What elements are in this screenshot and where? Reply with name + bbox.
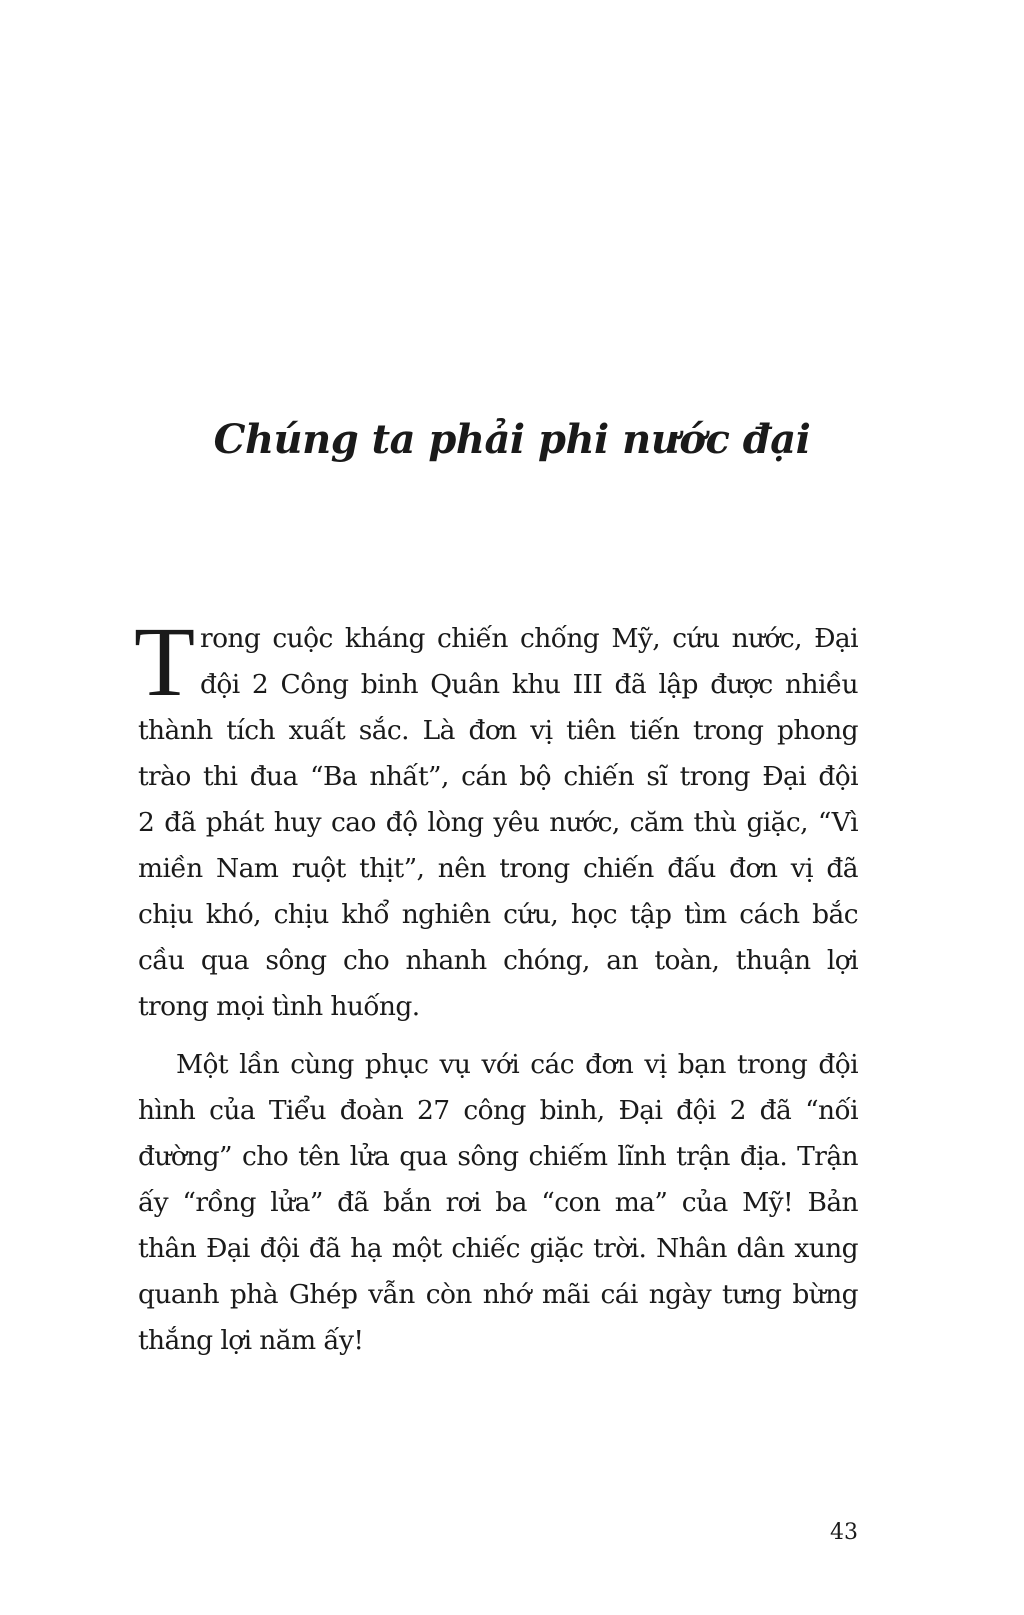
text-line: thân Đại đội đã hạ một chiếc giặc trời. Nhân dân xung (138, 1233, 858, 1264)
text-line: quanh phà Ghép vẫn còn nhớ mãi cái ngày tưng bừng (138, 1279, 858, 1310)
text-line: rong cuộc kháng chiến chống Mỹ, cứu nước, Đại (200, 623, 858, 654)
text-line: trào thi đua “Ba nhất”, cán bộ chiến sĩ trong Đại đội (138, 761, 858, 792)
text-line: thắng lợi năm ấy! (138, 1325, 364, 1356)
text-line: thành tích xuất sắc. Là đơn vị tiên tiến trong phong (138, 715, 858, 746)
text-line: 2 đã phát huy cao độ lòng yêu nước, căm thù giặc, “Vì (138, 807, 858, 838)
text-line: miền Nam ruột thịt”, nên trong chiến đấu đơn vị đã (138, 853, 858, 884)
text-line: hình của Tiểu đoàn 27 công binh, Đại đội 2 đã “nối (138, 1095, 858, 1126)
text-line: cầu qua sông cho nhanh chóng, an toàn, thuận lợi (138, 945, 858, 976)
text-line: đường” cho tên lửa qua sông chiếm lĩnh trận địa. Trận (138, 1141, 858, 1172)
paragraph-2 (138, 1042, 858, 1364)
text-line: chịu khó, chịu khổ nghiên cứu, học tập tìm cách bắc (138, 899, 858, 930)
dropcap-letter: T (134, 606, 196, 717)
text-line: trong mọi tình huống. (138, 991, 420, 1022)
chapter-title: Chúng ta phải phi nước đại (213, 416, 811, 463)
text-line: ấy “rồng lửa” đã bắn rơi ba “con ma” của Mỹ! Bản (138, 1187, 858, 1218)
paragraph-1 (138, 616, 858, 1030)
text-line: đội 2 Công binh Quân khu III đã lập được nhiều (200, 669, 858, 700)
body-text (134, 606, 858, 1364)
page-number: 43 (830, 1520, 858, 1545)
text-line: Một lần cùng phục vụ với các đơn vị bạn trong đội (176, 1049, 858, 1080)
